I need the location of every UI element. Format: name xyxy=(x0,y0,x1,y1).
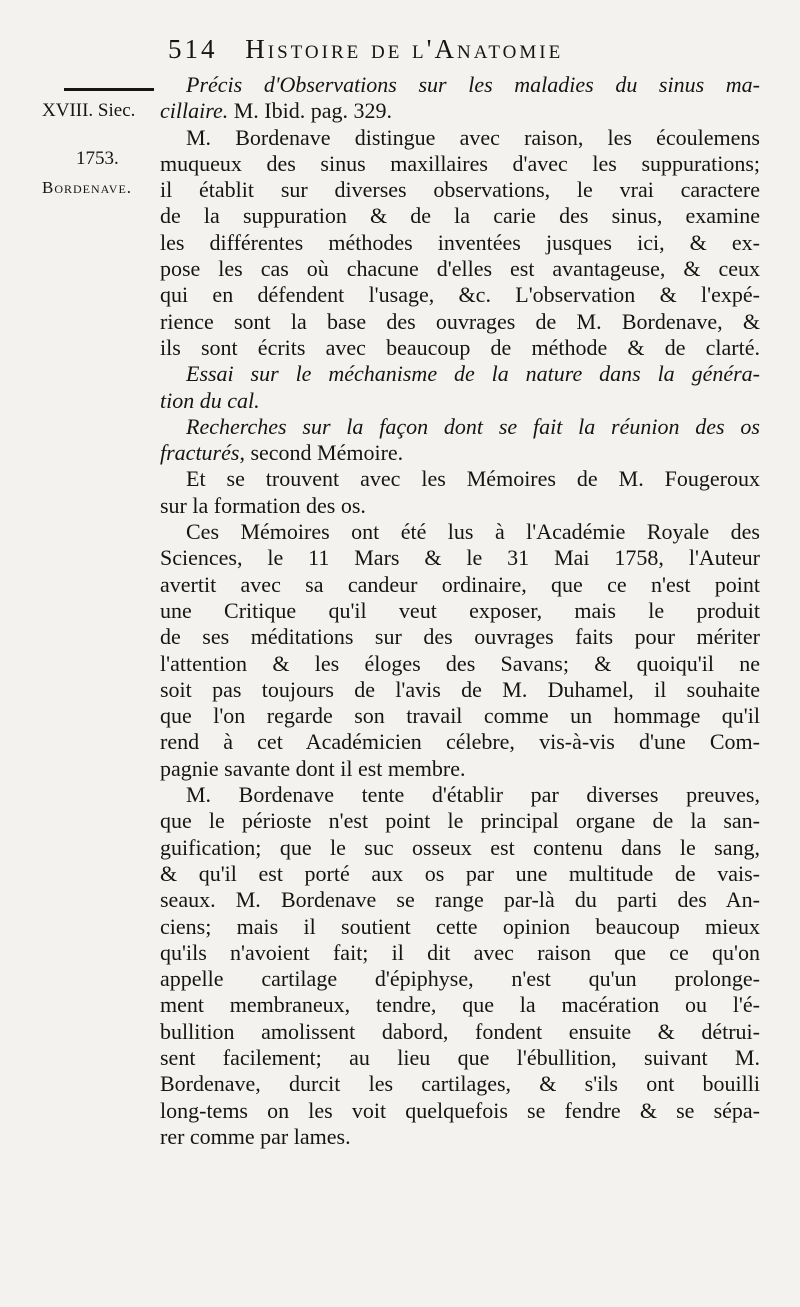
text-line: rend à cet Académicien célebre, vis-à-vis d'une Com- xyxy=(160,729,760,755)
text-line: il établit sur diverses observations, le vrai caractere xyxy=(160,177,760,203)
margin-author: Bordenave. xyxy=(42,178,133,197)
text-line: avertit avec sa candeur ordinaire, que ce n'est point xyxy=(160,571,760,597)
text-line: muqueux des sinus maxillaires d'avec les suppurations; xyxy=(160,150,760,176)
text-line: Et se trouvent avec les Mémoires de M. Fougeroux xyxy=(186,466,760,492)
text-line: long-tems on les voit quelquefois se fendre & se sépa- xyxy=(160,1097,760,1123)
text-line: ils sont écrits avec beaucoup de méthode & de clarté. xyxy=(160,334,760,360)
text-line: Précis d'Observations sur les maladies du sinus ma- xyxy=(186,72,760,97)
text-line: de la suppuration & de la carie des sinus, examine xyxy=(160,203,760,229)
text-line: les différentes méthodes inventées jusques ici, & ex- xyxy=(160,229,760,255)
text-line: que le périoste n'est point le principal organe de la san- xyxy=(160,808,760,834)
text-line: & qu'il est porté aux os par une multitude de vais- xyxy=(160,860,760,886)
text-line: pagnie savante dont il est membre. xyxy=(160,755,466,781)
text-line: guification; que le suc osseux est contenu dans le sang, xyxy=(160,834,760,860)
page-header xyxy=(168,34,768,65)
text-line: sent facilement; au lieu que l'ébullition, suivant M. xyxy=(160,1044,760,1070)
text-line: fracturés, second Mémoire. xyxy=(160,440,404,466)
text-line: rer comme par lames. xyxy=(160,1123,351,1149)
text-line: bullition amolissent dabord, fondent ensuite & détrui- xyxy=(160,1018,760,1044)
text-line: sur la formation des os. xyxy=(160,492,366,518)
text-line: Recherches sur la façon dont se fait la réunion des os xyxy=(186,413,760,439)
running-title: Histoire de l'Anatomie xyxy=(245,34,564,64)
text-line: l'attention & les éloges des Savans; & quoiqu'il ne xyxy=(160,650,760,676)
text-line: Essai sur le méchanisme de la nature dans la généra- xyxy=(186,361,760,387)
text-line: pose les cas où chacune d'elles est avantageuse, & ceux xyxy=(160,256,760,282)
text-line: que l'on regarde son travail comme un hommage qu'il xyxy=(160,703,760,729)
text-line: cillaire. M. Ibid. pag. 329. xyxy=(160,98,392,124)
text-line: rience sont la base des ouvrages de M. Bordenave, & xyxy=(160,308,760,334)
text-line: seaux. M. Bordenave se range par-là du parti des An- xyxy=(160,887,760,913)
margin-rule xyxy=(64,88,154,91)
text-line: soit pas toujours de l'avis de M. Duhamel, il souhaite xyxy=(160,676,760,702)
text-line: de ses méditations sur des ouvrages faits pour mériter xyxy=(160,624,760,650)
margin-year: 1753. xyxy=(76,148,119,169)
text-line: appelle cartilage d'épiphyse, n'est qu'un prolonge- xyxy=(160,966,760,992)
text-line: ment membraneux, tendre, que la macération ou l'é- xyxy=(160,992,760,1018)
margin-century: XVIII. Siec. xyxy=(42,100,136,121)
text-line: Bordenave, durcit les cartilages, & s'ils ont bouilli xyxy=(160,1071,760,1097)
page-number: 514 xyxy=(168,34,218,64)
text-line: une Critique qu'il veut exposer, mais le produit xyxy=(160,597,760,623)
text-line: M. Bordenave tente d'établir par diverses preuves, xyxy=(186,782,760,808)
body-text xyxy=(160,72,760,1150)
text-line: ciens; mais il soutient cette opinion beaucoup mieux xyxy=(160,913,760,939)
text-line: qu'ils n'avoient fait; il dit avec raison que ce qu'on xyxy=(160,939,760,965)
text-line: qui en défendent l'usage, &c. L'observation & l'expé- xyxy=(160,282,760,308)
text-line: M. Bordenave distingue avec raison, les écoulemens xyxy=(186,124,760,150)
text-line: Sciences, le 11 Mars & le 31 Mai 1758, l'Auteur xyxy=(160,545,760,571)
text-line: tion du cal. xyxy=(160,387,260,413)
text-line: Ces Mémoires ont été lus à l'Académie Royale des xyxy=(186,519,760,545)
